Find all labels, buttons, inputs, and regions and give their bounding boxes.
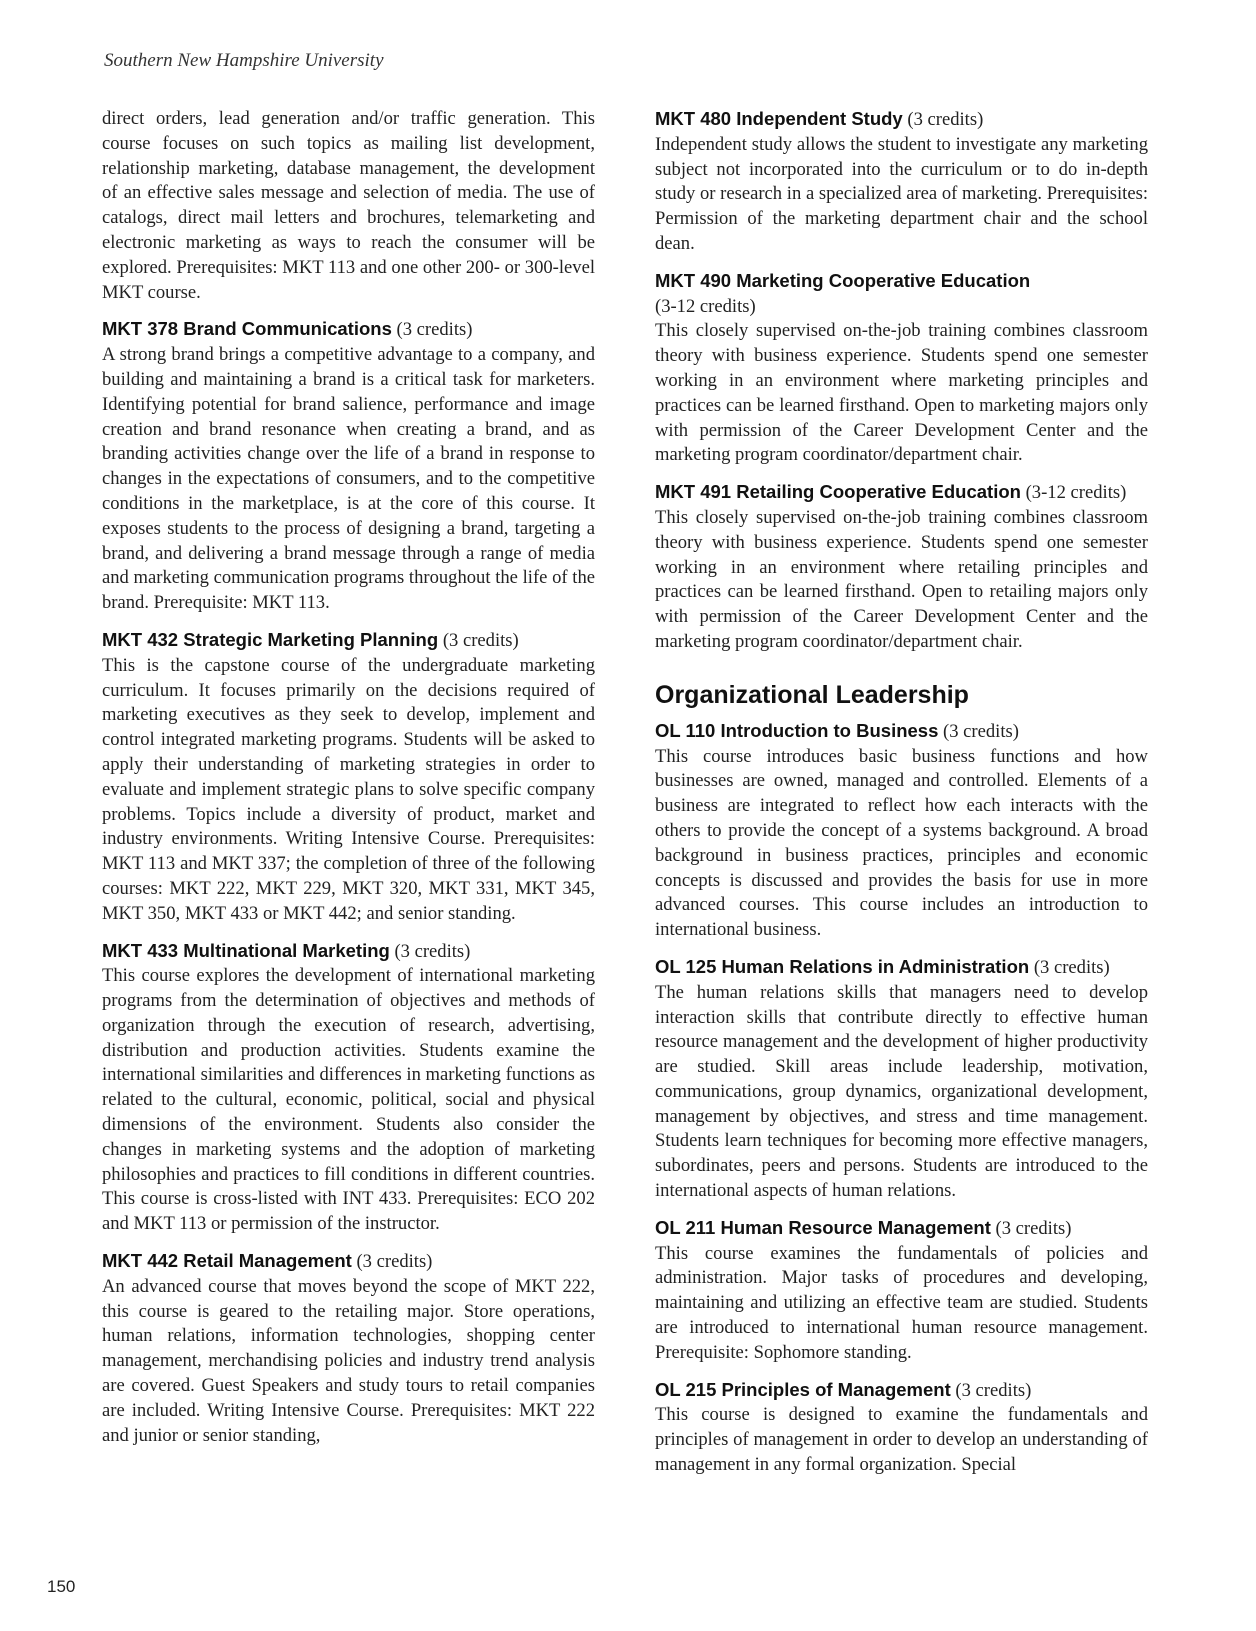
course-credits: (3 credits) xyxy=(943,720,1019,742)
course-heading xyxy=(655,719,1148,745)
course-description: direct orders, lead generation and/or traffic generation. This course focuses on such topics as mailing list development, relationship marketing, database management, the development of an effective sales message and selection of media. The use of catalogs, direct mail letters and brochures, telemarketing and electronic marketing as ways to reach the consumer will be explored. Prerequisites: MKT 113 and one other 200- or 300-level MKT course. xyxy=(102,108,595,303)
course-heading xyxy=(655,480,1148,506)
running-head: Southern New Hampshire University xyxy=(104,50,384,71)
course-credits: (3 credits) xyxy=(1033,956,1110,978)
course-credits: (3 credits) xyxy=(955,1379,1032,1401)
course-description: This course is designed to examine the fundamentals and principles of management in order to develop an understanding of management in any formal organization. Special xyxy=(655,1404,1148,1476)
course-description: This closely supervised on-the-job training combines classroom theory with business experience. Students spend one semester working in an environment where retailing principles and practices can be learned firsthand. Open to retailing majors only with permission of the Career Development Center and the marketing program coordinator/department chair. xyxy=(655,506,1148,652)
page-number: 150 xyxy=(47,1577,76,1596)
right-column xyxy=(655,107,1148,1490)
course-credits: (3 credits) xyxy=(442,629,519,651)
course-credits: (3 credits) xyxy=(394,940,471,962)
course-entry-mkt-442 xyxy=(102,1249,595,1448)
course-heading xyxy=(655,269,1148,320)
course-heading xyxy=(655,1378,1148,1404)
course-description: This is the capstone course of the undergraduate marketing curriculum. It focuses primarily on the decisions required of marketing executives as they seek to develop, implement and control integrated marketing programs. Students will be asked to apply their understanding of marketing strategies in order to evaluate and implement strategic plans to solve specific company problems. Topics include a diversity of product, market and industry environments. Writing Intensive Course. Prerequisites: MKT 113 and MKT 337; the completion of three of the following courses: MKT 222, MKT 229, MKT 320, MKT 331, MKT 345, MKT 350, MKT 433 or MKT 442; and senior standing. xyxy=(102,654,595,924)
course-title: MKT 491 Retailing Cooperative Education xyxy=(655,481,1021,503)
course-description: A strong brand brings a competitive advantage to a company, and building and maintaining a brand is a critical task for marketers. Identifying potential for brand salience, performance and image creation and brand resonance when creating a brand, and as branding activities change over the life of a brand in response to changes in the expectations of consumers, and to the competitive conditions in the marketplace, is at the core of this course. It exposes students to the process of designing a brand, targeting a brand, and delivering a brand message through a range of media and marketing communication programs throughout the life of the brand. Prerequisite: MKT 113. xyxy=(102,344,595,614)
course-entry-mkt-480 xyxy=(655,107,1148,257)
course-description: This closely supervised on-the-job training combines classroom theory with business experience. Students spend one semester working in an environment where marketing principles and practices can be learned firsthand. Open to marketing majors only with permission of the Career Development Center and the marketing program coordinator/department chair. xyxy=(655,320,1148,466)
course-continued xyxy=(102,107,595,305)
course-entry-mkt-433 xyxy=(102,939,595,1238)
course-title: MKT 378 Brand Communications xyxy=(102,318,392,340)
course-heading xyxy=(655,107,1148,133)
course-entry-mkt-378 xyxy=(102,317,595,616)
course-entry-ol-211 xyxy=(655,1216,1148,1366)
course-title: OL 215 Principles of Management xyxy=(655,1378,951,1400)
course-heading xyxy=(102,628,595,654)
left-column xyxy=(102,107,595,1460)
course-heading xyxy=(102,317,595,343)
course-title: MKT 432 Strategic Marketing Planning xyxy=(102,628,439,650)
course-entry-mkt-491 xyxy=(655,480,1148,655)
course-credits: (3 credits) xyxy=(995,1217,1072,1239)
course-description: An advanced course that moves beyond the scope of MKT 222, this course is geared to the retailing major. Store operations, human relations, information technologies, shopping center management, merchandising policies and industry trend analysis are covered. Guest Speakers and study tours to retail companies are included. Writing Intensive Course. Prerequisites: MKT 222 and junior or senior standing, xyxy=(102,1275,595,1446)
course-heading xyxy=(655,1216,1148,1242)
course-title: MKT 442 Retail Management xyxy=(102,1250,352,1272)
course-entry-ol-215 xyxy=(655,1378,1148,1478)
course-description: This course examines the fundamentals of policies and administration. Major tasks of procedures and developing, maintaining and utilizing an effective team are studied. Students are introduced to international human resource management. Prerequisite: Sophomore standing. xyxy=(655,1242,1148,1363)
course-title: MKT 433 Multinational Marketing xyxy=(102,939,390,961)
course-entry-ol-110 xyxy=(655,719,1148,943)
course-entry-mkt-490 xyxy=(655,269,1148,468)
course-title: OL 125 Human Relations in Administration xyxy=(655,955,1030,977)
course-description: The human relations skills that managers need to develop interaction skills that contribute directly to effective human resource management and the development of higher productivity are studied. Skill areas include leadership, motivation, communications, group dynamics, organizational development, management by objectives, and stress and time management. Students learn techniques for becoming more effective managers, subordinates, peers and persons. Students are introduced to the international aspects of human relations. xyxy=(655,981,1148,1202)
course-title: MKT 490 Marketing Cooperative Education xyxy=(655,269,1031,291)
course-entry-mkt-432 xyxy=(102,628,595,927)
course-credits: (3 credits) xyxy=(396,319,473,341)
course-credits: (3-12 credits) xyxy=(1025,482,1127,504)
course-credits: (3 credits) xyxy=(356,1251,433,1273)
course-description: Independent study allows the student to investigate any marketing subject not incorporated into the curriculum or to do in-depth study or research in a specialized area of marketing. Prerequisites: Permission of the marketing department chair and the school dean. xyxy=(655,133,1148,254)
course-title: OL 211 Human Resource Management xyxy=(655,1216,991,1238)
course-title: OL 110 Introduction to Business xyxy=(655,719,939,741)
course-credits: (3 credits) xyxy=(907,109,984,130)
course-heading xyxy=(102,939,595,965)
course-description: This course introduces basic business functions and how businesses are owned, managed and controlled. Elements of a business are integrated to reflect how each interacts with the others to provide the concept of a systems background. A broad background in business practices, principles and economic concepts is discussed and provides the basis for use in more advanced courses. This course includes an introduction to international business. xyxy=(655,745,1148,941)
course-description: This course explores the development of international marketing programs from the determination of objectives and methods of organization through the execution of research, advertising, distribution and production activities. Students examine the international similarities and differences in marketing functions as related to the cultural, economic, political, social and physical dimensions of the environment. Students also consider the changes in marketing systems and the adoption of marketing philosophies and practices to fill conditions in different countries. This course is cross-listed with INT 433. Prerequisites: ECO 202 and MKT 113 or permission of the instructor. xyxy=(102,965,595,1235)
course-title: MKT 480 Independent Study xyxy=(655,108,903,129)
section-heading: Organizational Leadership xyxy=(655,680,969,709)
course-entry-ol-125 xyxy=(655,955,1148,1204)
course-credits: (3-12 credits) xyxy=(655,295,756,317)
course-heading xyxy=(655,955,1148,981)
course-heading xyxy=(102,1249,595,1275)
